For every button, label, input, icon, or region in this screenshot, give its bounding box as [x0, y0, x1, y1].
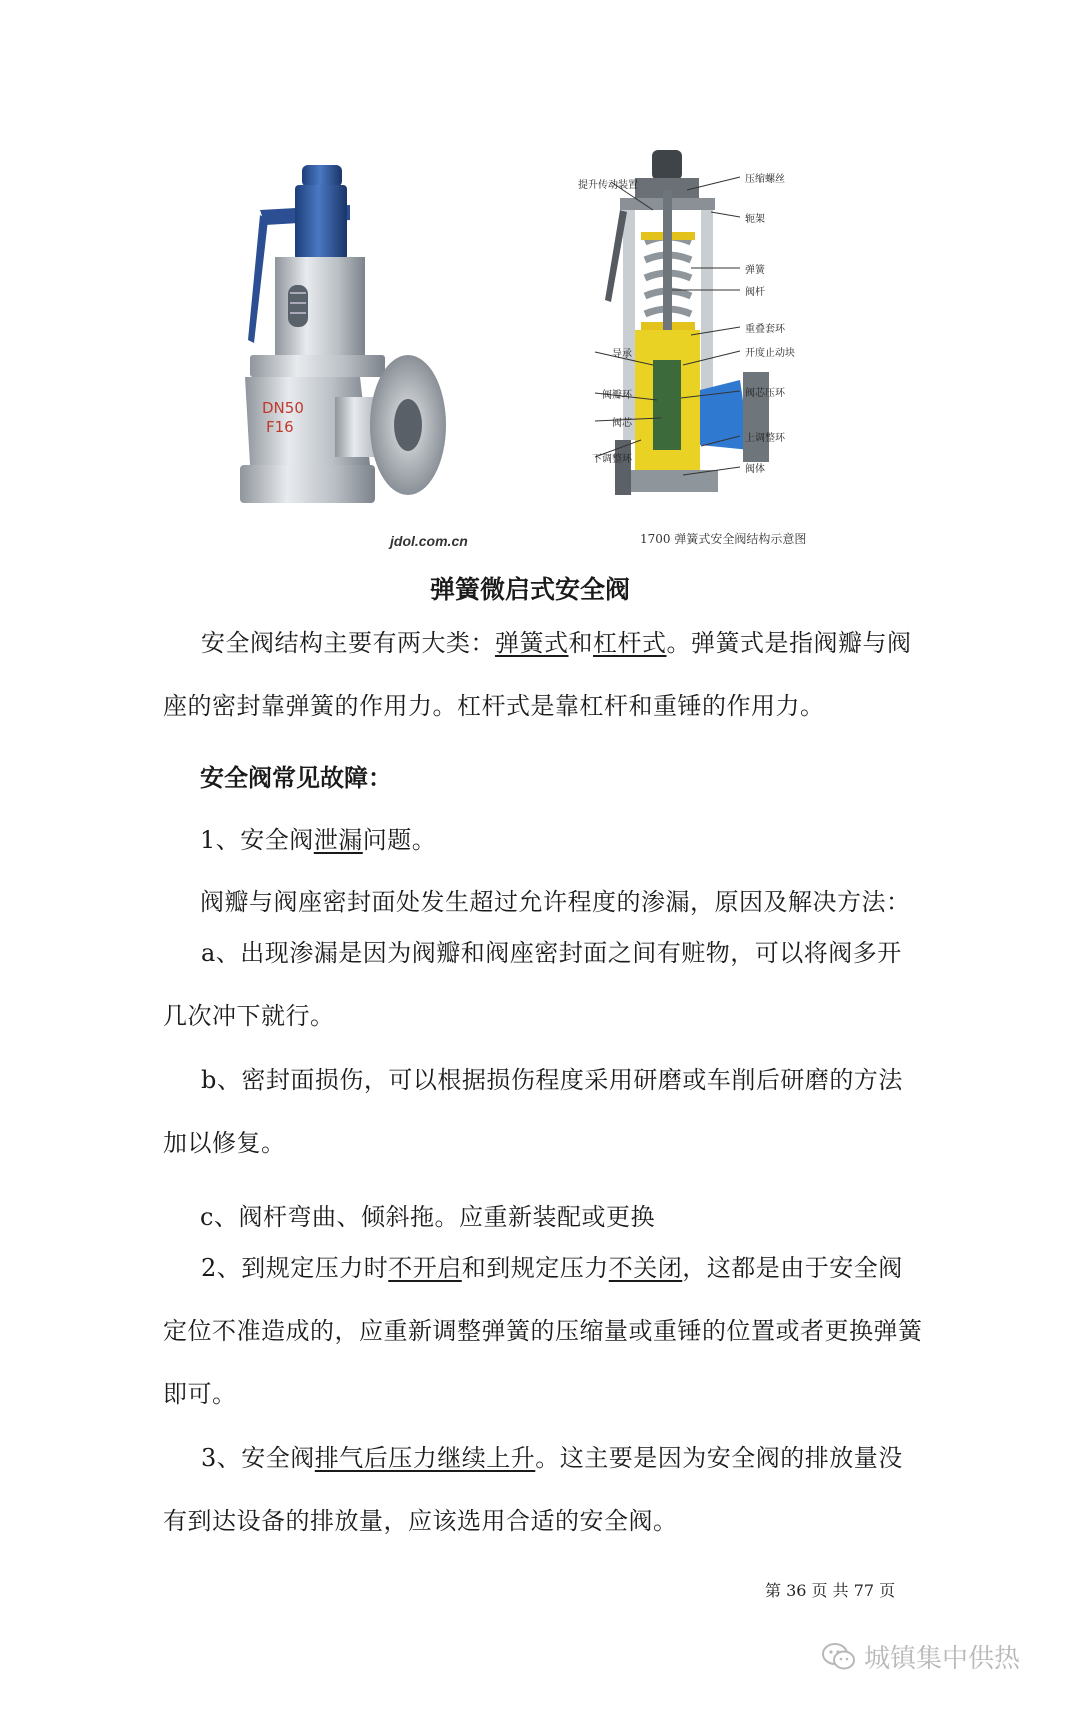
- label-body: 阀体: [745, 464, 765, 475]
- page-number: 第 36 页 共 77 页: [765, 1581, 896, 1600]
- intro-text-3: 。弹簧式是指阀瓣与阀座的密封靠弹簧的作用力。杠杆式是靠杠杆和重锤的作用力。: [163, 629, 912, 720]
- fault-item-2-text-1: 2、到规定压力时: [201, 1254, 389, 1282]
- brand-watermark: [822, 1638, 1020, 1675]
- wechat-icon: [822, 1643, 856, 1671]
- intro-term-lever: 杠杆式: [593, 629, 667, 657]
- fault-item-3: [163, 1427, 923, 1553]
- photo-watermark: jdol.com.cn: [390, 533, 468, 549]
- fault-item-3-text-2: 。这主要是因为安全阀的排放量没有到达设备的排放量，应该选用合适的安全阀。: [163, 1444, 903, 1535]
- fault-item-1-a-text: a、出现渗漏是因为阀瓣和阀座密封面之间有赃物，可以将阀多开几次冲下就行。: [163, 939, 902, 1030]
- label-disc-compression-ring: 阀芯压环: [745, 388, 785, 399]
- section-title: 弹簧微启式安全阀: [429, 575, 630, 604]
- label-upper-adjusting-ring: 上调整环: [745, 433, 785, 444]
- intro-term-spring: 弹簧式: [495, 629, 569, 657]
- valve-marking-pressure: F16: [266, 418, 294, 436]
- diagram-caption: 1700 弹簧式安全阀结构示意图: [640, 532, 807, 546]
- fault-item-1-description: 阀瓣与阀座密封面处发生超过允许程度的渗漏，原因及解决方法：: [200, 888, 911, 916]
- label-disc: 阀芯: [612, 418, 632, 429]
- intro-text-2: 和: [568, 629, 593, 657]
- fault-item-1-c: c、阀杆弯曲、倾斜拖。应重新装配或更换: [200, 1203, 655, 1231]
- safety-valve-photo: [240, 165, 490, 560]
- fault-item-1-a: [163, 922, 923, 1048]
- valve-marking-size: DN50: [262, 399, 304, 417]
- fault-item-3-term: 排气后压力继续上升: [314, 1444, 536, 1472]
- intro-paragraph: [163, 612, 923, 738]
- label-spring: 弹簧: [745, 265, 765, 276]
- label-disc-ring: 阀瓣环: [602, 390, 632, 401]
- fault-item-1-term: 泄漏: [313, 826, 363, 854]
- label-stem: 阀杆: [745, 287, 765, 298]
- label-guide: 导承: [612, 349, 632, 360]
- fault-item-3-text-1: 3、安全阀: [201, 1444, 315, 1472]
- fault-item-2-text-2: 和到规定压力: [461, 1254, 609, 1282]
- label-opening-stop: 开度止动块: [745, 348, 795, 359]
- label-lower-adjusting-ring: 下调整环: [592, 454, 632, 465]
- fault-item-1-text-1: 1、安全阀: [200, 826, 314, 854]
- fault-item-1: [200, 820, 436, 855]
- faults-heading: 安全阀常见故障：: [200, 764, 392, 792]
- fault-item-1-b: [163, 1049, 923, 1175]
- intro-text-1: 安全阀结构主要有两大类：: [201, 629, 495, 657]
- fault-item-1-b-text: b、密封面损伤，可以根据损伤程度采用研磨或车削后研磨的方法加以修复。: [163, 1066, 903, 1157]
- label-overlap-collar: 重叠套环: [745, 324, 785, 335]
- fault-item-2: [163, 1237, 923, 1426]
- fault-item-1-text-2: 问题。: [362, 826, 437, 854]
- brand-name: 城镇集中供热: [864, 1644, 1021, 1674]
- fault-item-2-term-1: 不开启: [388, 1254, 462, 1282]
- label-lift-device: 提升传动装置: [578, 180, 638, 191]
- label-yoke: 轭架: [745, 214, 765, 225]
- fault-item-2-term-2: 不关闭: [608, 1254, 683, 1282]
- fault-item-2-text-3: ，这都是由于安全阀定位不准造成的，应重新调整弹簧的压缩量或重锤的位置或者更换弹簧即可。: [163, 1254, 923, 1408]
- label-compression-screw: 压缩螺丝: [745, 174, 785, 185]
